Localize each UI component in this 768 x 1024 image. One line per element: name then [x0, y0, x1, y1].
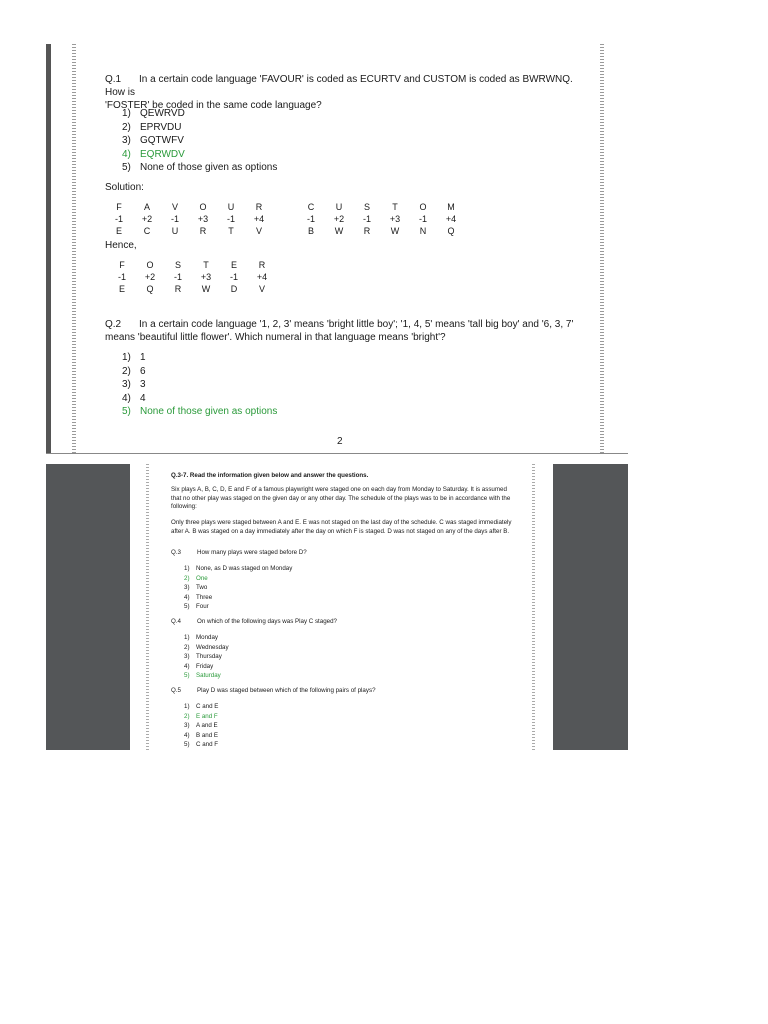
- question-text-line1: In a certain code language 'FAVOUR' is coded as ECURTV and CUSTOM is coded as BWRWNQ. How is: [105, 74, 573, 98]
- option: 2) 6: [122, 365, 146, 377]
- option: 1) None, as D was staged on Monday: [184, 565, 293, 572]
- question-4: Q.4 On which of the following days was Play C staged?: [171, 618, 337, 625]
- question-number: Q.2: [105, 319, 122, 330]
- option: 2) EPRVDU: [122, 121, 182, 133]
- question-number: Q.1: [105, 74, 122, 85]
- section-heading: Q.3-7. Read the information given below and answer the questions.: [171, 472, 369, 479]
- page-left-dotted-edge: [72, 44, 76, 454]
- viewer-left-panel: [46, 464, 130, 750]
- question-5: Q.5 Play D was staged between which of the following pairs of plays?: [171, 687, 376, 694]
- option: 4) B and E: [184, 731, 219, 739]
- viewer-right-panel: [553, 464, 628, 750]
- option: 4) Three: [184, 593, 213, 601]
- option: 1) 1: [122, 352, 146, 363]
- question-5-options: [184, 702, 218, 750]
- option: 3) Thursday: [184, 653, 222, 661]
- option: 1) C and E: [184, 703, 219, 710]
- option: 3) A and E: [184, 722, 218, 730]
- hence-label: Hence,: [105, 240, 137, 251]
- question-4-options: [184, 633, 229, 681]
- option: 5) Four: [184, 603, 209, 611]
- paragraph-1: Six plays A, B, C, D, E and F of a famous playwright were staged one on each day from Monday to Saturday. It is assumed that no other play was staged on the given day or any other day. The schedule of the plays was to be in accordance with the following:: [171, 486, 511, 510]
- option-correct: 5) None of those given as options: [122, 406, 278, 417]
- option: 4) Friday: [184, 662, 214, 670]
- option: 1) Monday: [184, 634, 219, 641]
- option-correct: 4) EQRWDV: [122, 148, 185, 160]
- page-left-border: [46, 44, 51, 454]
- table-custom: C U S T O M -1 +2 -1 +3 -1 +4 B W R W N Q: [306, 202, 457, 236]
- question-3-options: [184, 564, 292, 612]
- option: 1) QEWRVD: [122, 108, 185, 119]
- question-text-line2: 'FOSTER' be coded in the same code language?: [105, 100, 322, 111]
- paragraph-2: Only three plays were staged between A and E. E was not staged on the last day of the schedule. C was staged immediately after A. B was staged on a day immediately after the day on which F is staged. D was not staged on any of the days after B.: [171, 519, 512, 535]
- question-text-line2: means 'beautiful little flower'. Which numeral in that language means 'bright'?: [105, 332, 446, 343]
- option: 5) None of those given as options: [122, 162, 278, 173]
- page2-right-dotted-edge: [532, 464, 535, 750]
- option-correct: 2) E and F: [184, 712, 218, 720]
- question-2-options: [122, 351, 277, 419]
- option-correct: 5) Saturday: [184, 672, 221, 680]
- option: 3) 3: [122, 379, 146, 390]
- page2-left-dotted-edge: [146, 464, 149, 750]
- page-number: 2: [337, 436, 343, 447]
- question-text-line1: In a certain code language '1, 2, 3' means 'bright little boy'; '1, 4, 5' means 'tall big boy' and '6, 3, 7': [139, 319, 574, 330]
- option: 5) C and F: [184, 741, 219, 749]
- option: 2) Wednesday: [184, 643, 229, 651]
- option-correct: 2) One: [184, 574, 208, 582]
- page-right-dotted-edge: [600, 44, 604, 454]
- option: 3) GQTWFV: [122, 135, 184, 146]
- option: 4) 4: [122, 392, 146, 404]
- solution-label: Solution:: [105, 182, 144, 193]
- question-2: [105, 318, 575, 344]
- table-favour: F A V O U R -1 +2 -1 +3 -1 +4 E C U R T V: [114, 202, 265, 236]
- question-3: Q.3 How many plays were staged before D?: [171, 549, 307, 556]
- page-divider: [46, 453, 628, 454]
- question-1-options: [122, 107, 277, 175]
- option: 3) Two: [184, 584, 208, 592]
- table-foster: F O S T E R -1 +2 -1 +3 -1 +4 E Q R W D V: [117, 260, 268, 294]
